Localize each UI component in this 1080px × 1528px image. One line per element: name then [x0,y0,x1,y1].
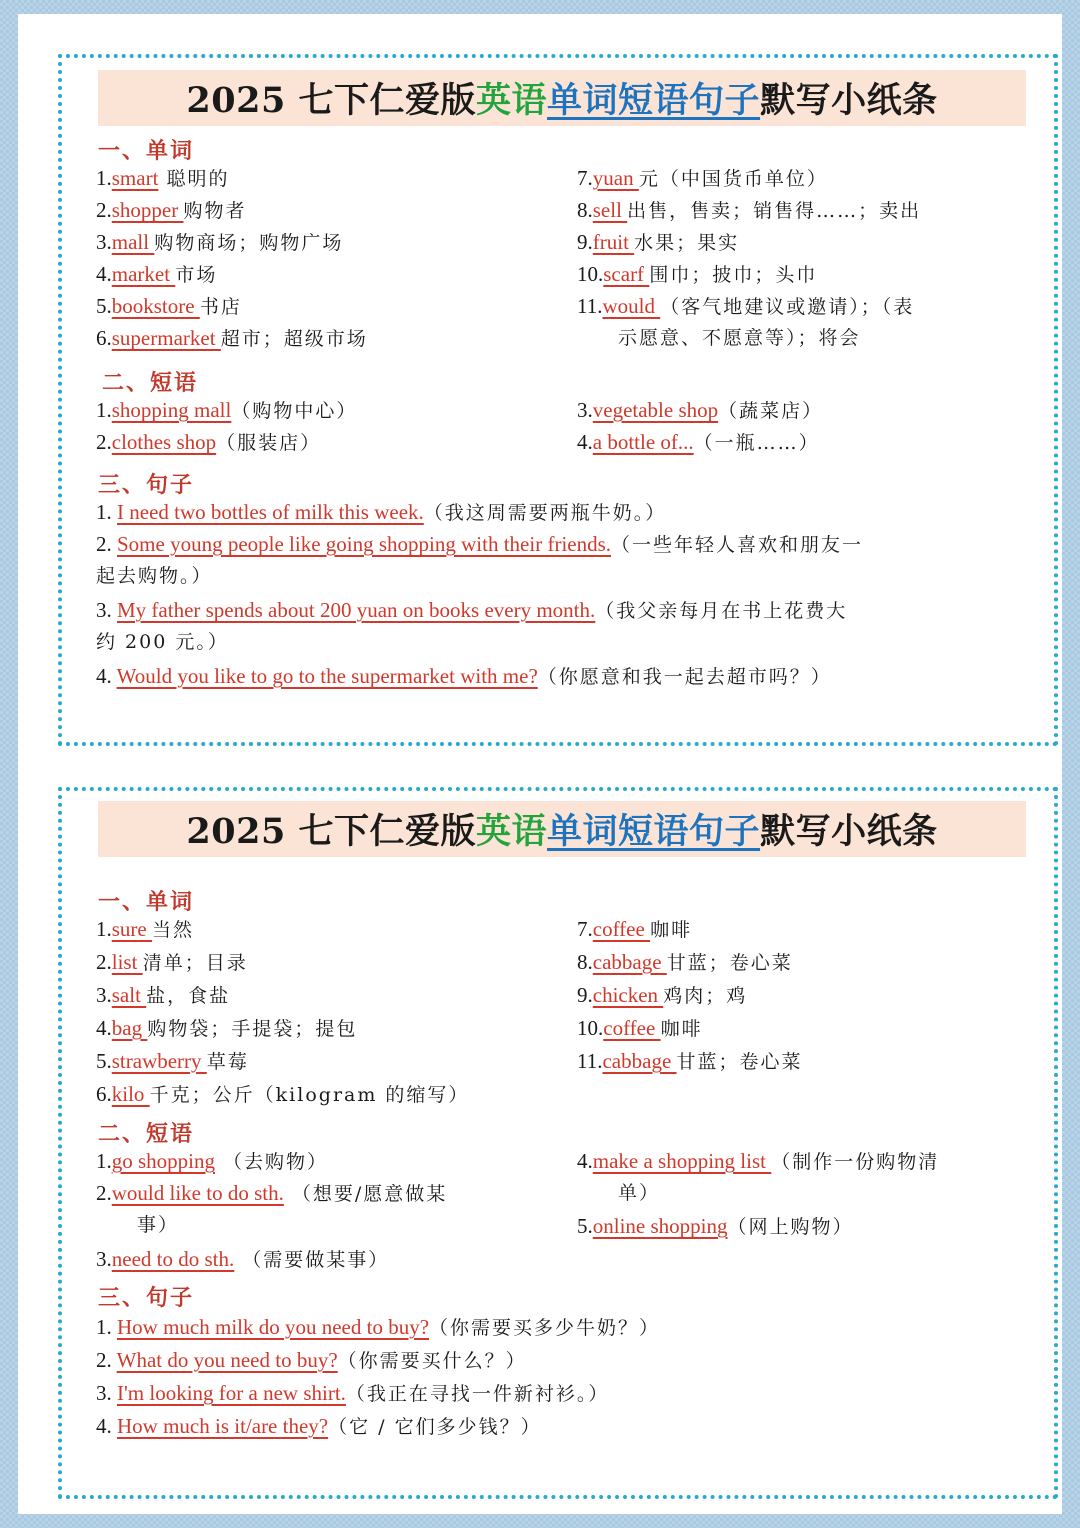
word-item: 9.chicken 鸡肉；鸡 [577,983,748,1007]
phrase-continuation: 事） [137,1214,180,1236]
phrase-item: 2.clothes shop（服装店） [96,430,322,454]
word-item: 11.cabbage 甘蓝；卷心菜 [577,1049,803,1073]
sentence-item: 3. I'm looking for a new shirt.（我正在寻找一件新衬衫。） [96,1381,610,1405]
word-item: 1.sure 当然 [96,917,195,941]
word-item: 10.coffee 咖啡 [577,1016,703,1040]
title-part-4: 默写小纸条 [760,811,938,852]
section-sentences-heading: 三、句子 [98,1285,195,1311]
word-item: 6.supermarket 超市；超级市场 [96,326,368,350]
section-phrases-heading: 二、短语 [98,1121,195,1147]
section-sentences-heading: 三、句子 [98,472,195,498]
section-phrases-heading: 二、短语 [102,370,199,396]
word-item: 11.would （客气地建议或邀请）；（表 [577,294,915,318]
title-part-2: 英语 [476,80,548,121]
phrase-item: 3.need to do sth. （需要做某事） [96,1247,390,1271]
section-words-heading: 一、单词 [98,889,195,915]
note-card-2 [58,787,1058,1499]
sentence-continuation: 约 200 元。） [96,631,229,653]
word-item: 9.fruit 水果；果实 [577,230,740,254]
word-item: 6.kilo 千克；公斤（kilogram 的缩写） [96,1082,470,1106]
phrase-continuation: 单） [618,1182,661,1204]
card-title [98,801,1026,857]
phrase-item: 2.would like to do sth. （想要/愿意做某 [96,1181,448,1205]
title-part-3: 单词短语句子 [547,811,761,852]
word-item: 3.salt 盐，食盐 [96,983,231,1007]
title-part-1: 2025 七下仁爱版 [186,811,477,852]
sentence-item: 2. Some young people like going shopping with their friends.（一些年轻人喜欢和朋友一 [96,532,864,556]
note-card-1 [58,54,1058,746]
paper-sheet [18,14,1062,1514]
word-item: 5.bookstore 书店 [96,294,242,318]
title-part-4: 默写小纸条 [760,80,938,121]
word-item: 2.list 清单；目录 [96,950,248,974]
phrase-item: 3.vegetable shop（蔬菜店） [577,398,824,422]
sentence-item: 2. What do you need to buy?（你需要买什么？） [96,1348,527,1372]
word-item-continuation: 示愿意、不愿意等）；将会 [618,327,861,349]
sentence-item: 1. I need two bottles of milk this week.（我这周需要两瓶牛奶。） [96,500,667,524]
title-part-1: 2025 七下仁爱版 [186,80,477,121]
section-words-heading: 一、单词 [98,138,195,164]
phrase-item: 4.a bottle of...（一瓶……） [577,430,820,454]
word-item: 4.bag 购物袋；手提袋；提包 [96,1016,358,1040]
card-title [98,70,1026,126]
word-item: 3.mall 购物商场；购物广场 [96,230,344,254]
word-item: 5.strawberry 草莓 [96,1049,249,1073]
sentence-item: 1. How much milk do you need to buy?（你需要买多少牛奶？） [96,1315,661,1339]
word-item: 7.coffee 咖啡 [577,917,693,941]
word-item: 10.scarf 围巾；披巾；头巾 [577,262,818,286]
phrase-item: 1.go shopping （去购物） [96,1149,329,1173]
phrase-item: 4.make a shopping list （制作一份购物清 [577,1149,940,1173]
phrase-item: 1.shopping mall（购物中心） [96,398,358,422]
phrase-item: 5.online shopping（网上购物） [577,1214,854,1238]
sentence-item: 3. My father spends about 200 yuan on books every month.（我父亲每月在书上花费大 [96,598,848,622]
title-part-2: 英语 [476,811,548,852]
word-item: 8.cabbage 甘蓝；卷心菜 [577,950,793,974]
title-part-3: 单词短语句子 [547,80,761,121]
word-item: 2.shopper 购物者 [96,198,247,222]
sentence-item: 4. Would you like to go to the supermarket with me?（你愿意和我一起去超市吗？） [96,664,832,688]
word-item: 8.sell 出售，售卖；销售得……；卖出 [577,198,922,222]
sentence-continuation: 起去购物。） [96,565,213,587]
sentence-item: 4. How much is it/are they?（它 / 它们多少钱？） [96,1414,542,1438]
word-item: 7.yuan 元（中国货币单位） [577,166,828,190]
word-item: 1.smart 聪明的 [96,166,230,190]
word-item: 4.market 市场 [96,262,218,286]
